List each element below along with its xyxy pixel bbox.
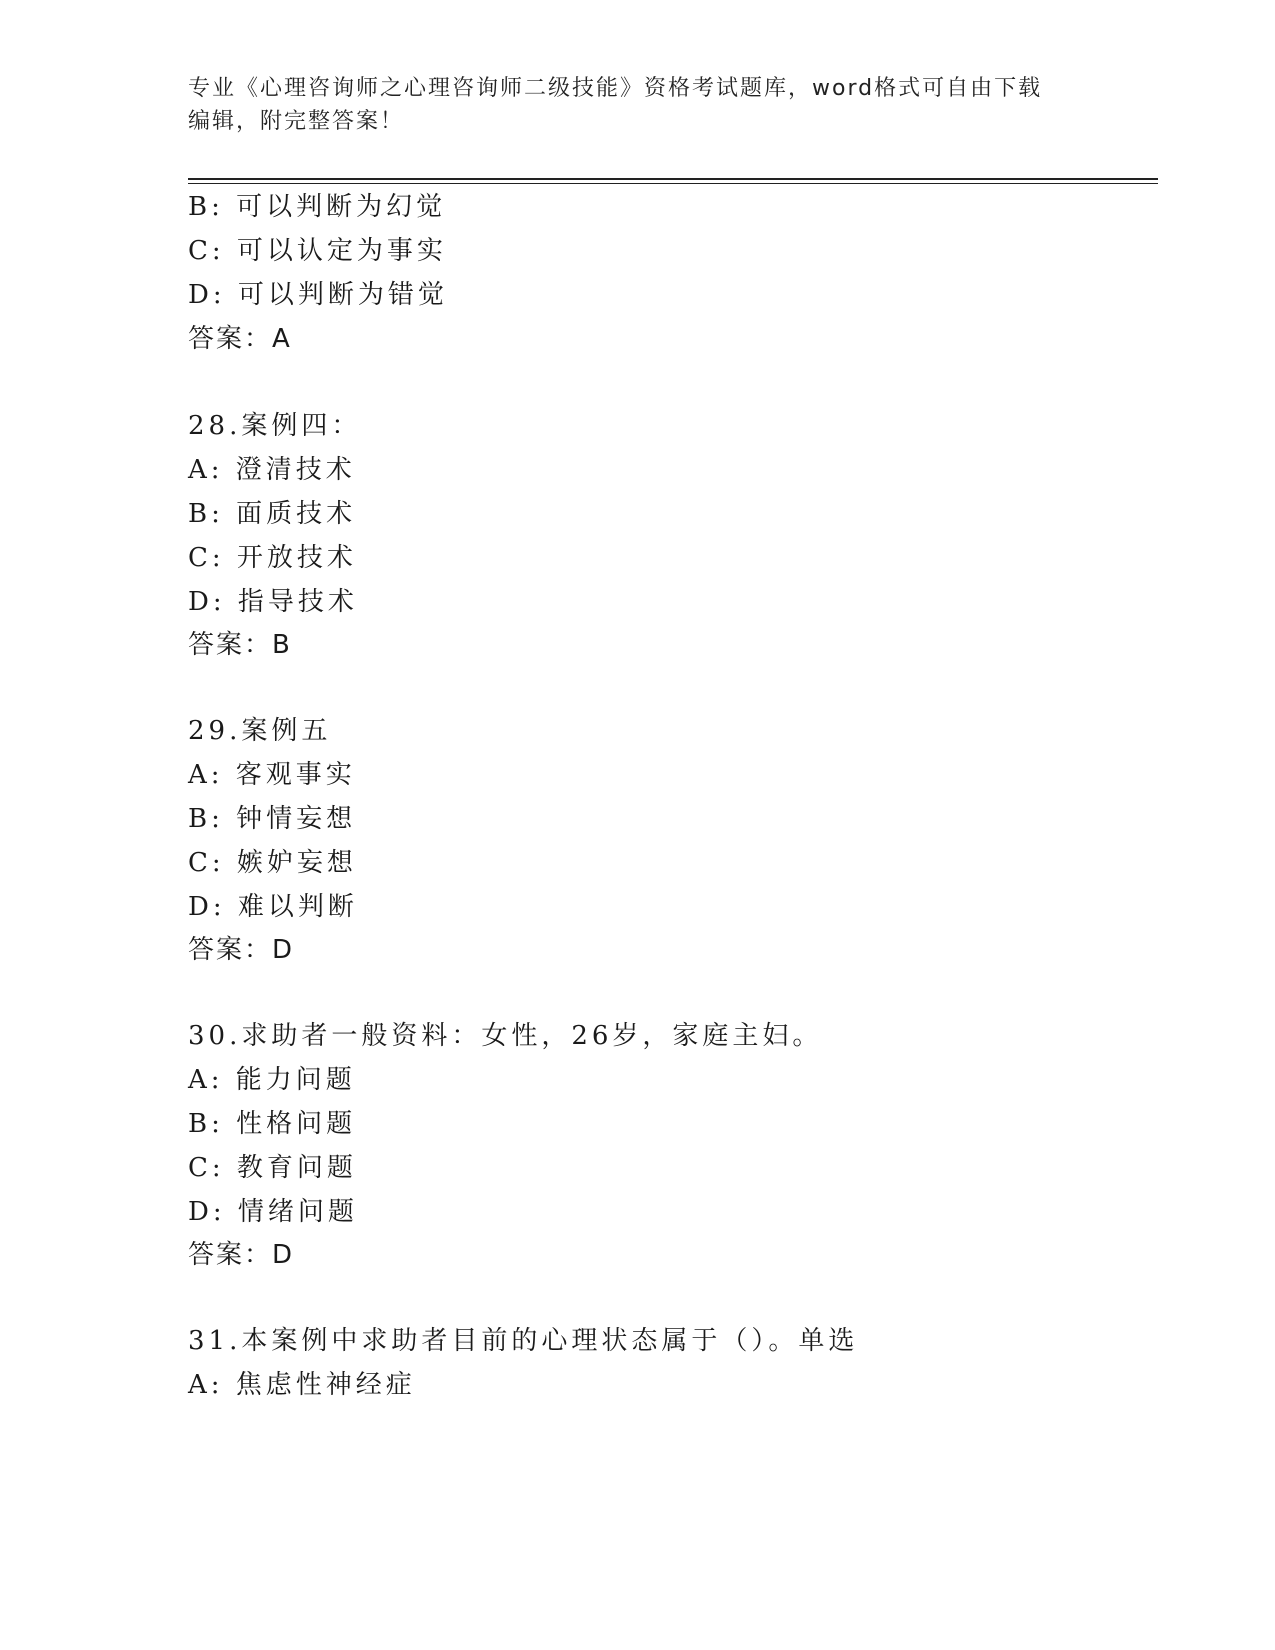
option-line: C: 嫉妒妄想 [188, 848, 357, 878]
option-line: A: 客观事实 [188, 760, 356, 790]
option-line: B: 面质技术 [188, 499, 357, 529]
answer-line: 答案：B [188, 630, 292, 660]
option-line: D: 难以判断 [188, 892, 358, 922]
header-line-2: 编辑，附完整答案！ [188, 109, 405, 134]
question-title: 29.案例五 [188, 716, 332, 746]
answer-line: 答案：D [188, 1240, 295, 1270]
option-line: D: 指导技术 [188, 587, 358, 617]
question-title: 30.求助者一般资料：女性，26岁，家庭主妇。 [188, 1021, 823, 1051]
option-line: B: 可以判断为幻觉 [188, 192, 447, 222]
option-line: C: 开放技术 [188, 543, 357, 573]
answer-line: 答案：A [188, 324, 292, 354]
option-line: D: 可以判断为错觉 [188, 280, 448, 310]
answer-line: 答案：D [188, 935, 295, 965]
option-line: B: 钟情妄想 [188, 804, 357, 834]
question-title: 28.案例四： [188, 411, 362, 441]
question-title: 31.本案例中求助者目前的心理状态属于（）。单选 [188, 1326, 859, 1356]
option-line: A: 焦虑性神经症 [188, 1370, 416, 1400]
document-header [188, 72, 1088, 138]
option-line: C: 教育问题 [188, 1153, 357, 1183]
option-line: A: 澄清技术 [188, 455, 356, 485]
option-line: B: 性格问题 [188, 1109, 357, 1139]
header-line-1: 专业《心理咨询师之心理咨询师二级技能》资格考试题库，word格式可自由下载 [188, 76, 1043, 101]
header-divider-thin [188, 183, 1158, 184]
option-line: D: 情绪问题 [188, 1197, 358, 1227]
option-line: C: 可以认定为事实 [188, 236, 447, 266]
option-line: A: 能力问题 [188, 1065, 356, 1095]
header-divider-thick [188, 178, 1158, 180]
